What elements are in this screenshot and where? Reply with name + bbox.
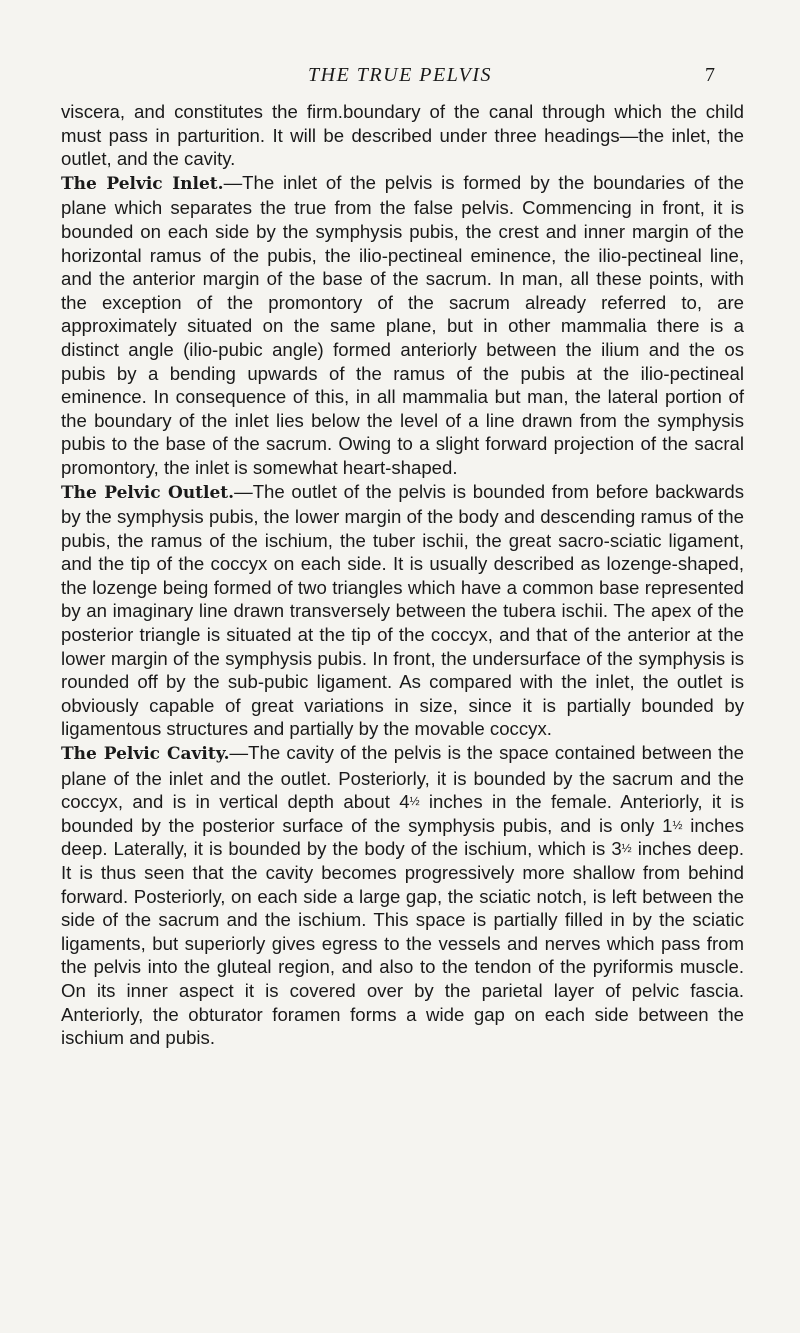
running-head xyxy=(0,64,800,94)
section-heading-outlet: The Pelvic Outlet. xyxy=(61,482,235,503)
section-heading-cavity: The Pelvic Cavity. xyxy=(61,744,230,765)
paragraph-text: —The outlet of the pelvis is bounded from before backwards by the symphysis pubis, the lower margin of the body and descending ramus of the pubis, the ramus of the ischium, the tuber ischii, the great sacro-sciatic ligament, and the tip of the coccyx on each side. It is usually described as lozenge-shaped, the lozenge being formed of two triangles which have a common base represented by an imaginary line drawn transversely between the tubera ischii. The apex of the posterior triangle is situated at the tip of the coccyx, and that of the anterior at the lower margin of the symphysis pubis. In front, the undersurface of the symphysis is rounded off by the sub-pubic ligament. As compared with the inlet, the outlet is obviously capable of great variations in size, since it is partially bounded by ligamentous structures and partially by the movable coccyx. xyxy=(61,480,744,740)
fraction: ½ xyxy=(672,817,683,832)
paragraph-pelvic-inlet xyxy=(61,171,744,480)
paragraph-text: —The inlet of the pelvis is formed by the boundaries of the plane which separates the true from the false pelvis. Commencing in front, it is bounded on each side by the symphysis pubis, the crest and inner margin of the horizontal ramus of the pubis, the ilio-pectineal eminence, the ilio-pectineal line, and the anterior margin of the base of the sacrum. In man, all these points, with the exception of the promontory of the sacrum already referred to, are approximately situated on the same plane, but in other mammalia there is a distinct angle (ilio-pubic angle) formed anteriorly between the ilium and the os pubis by a bending upwards of the ramus of the pubis at the ilio-pectineal eminence. In consequence of this, in all mammalia but man, the lateral portion of the boundary of the inlet lies below the level of a line drawn from the symphysis pubis to the base of the sacrum. Owing to a slight forward projection of the sacral promontory, the inlet is somewhat heart-shaped. xyxy=(61,171,745,478)
fraction: ½ xyxy=(409,794,420,809)
paragraph-pelvic-cavity xyxy=(61,741,744,1050)
paragraph-text: inches deep. Laterally, it is bounded by the body of the ischium, which is 3 xyxy=(61,814,744,860)
page-number: 7 xyxy=(705,64,715,86)
paragraph-text: —The cavity of the pelvis is the space contained between the plane of the inlet and the outlet. Posteriorly, it is bounded by the sacrum and the coccyx, and is in vertical depth about 4 xyxy=(61,742,744,813)
running-title: THE TRUE PELVIS xyxy=(308,64,492,86)
section-heading-inlet: The Pelvic Inlet. xyxy=(61,173,224,194)
paragraph-text: inches deep. It is thus seen that the cavity becomes progressively more shallow from behind forward. Posteriorly, on each side a large gap, the sciatic notch, is left between the side of the sacrum and the ischium. This space is partially filled in by the sciatic ligaments, but superiorly gives egress to the vessels and nerves which pass from the pelvis into the gluteal region, and also to the tendon of the pyriformis muscle. On its inner aspect it is covered over by the parietal layer of pelvic fascia. Anteriorly, the obturator foramen forms a wide gap on each side between the ischium and pubis. xyxy=(61,838,744,1049)
paragraph-intro xyxy=(61,100,744,171)
body-text xyxy=(61,100,744,1050)
paragraph-text: viscera, and constitutes the firm.boundary of the canal through which the child must pass in parturition. It will be described under three headings—the inlet, the outlet, and the cavity. xyxy=(61,101,744,170)
fraction: ½ xyxy=(621,841,632,856)
paragraph-pelvic-outlet xyxy=(61,480,744,742)
paragraph-text: inches in the female. Anteriorly, it is bounded by the posterior surface of the symphysis pubis, and is only 1 xyxy=(61,791,744,836)
